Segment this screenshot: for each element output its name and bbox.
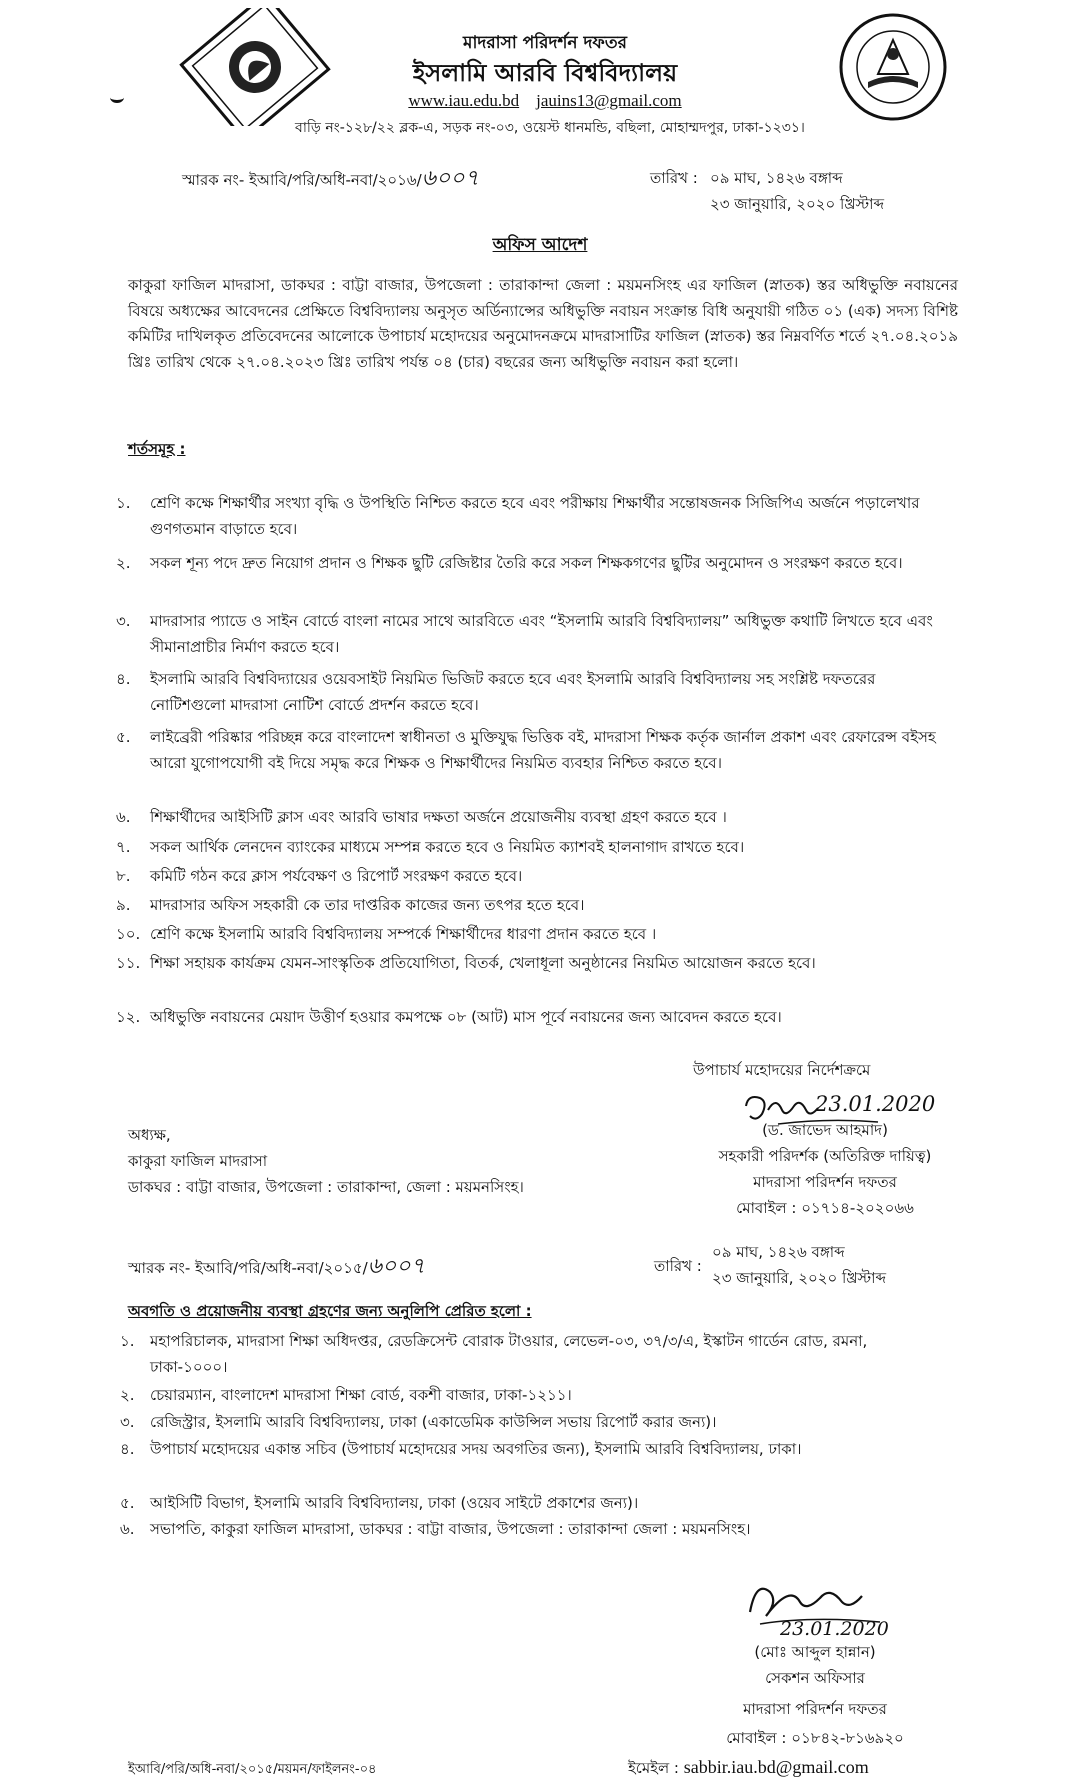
signatory-email-link[interactable]: sabbir.iau.bd@gmail.com bbox=[683, 1757, 869, 1777]
contact-line bbox=[300, 91, 790, 111]
signatory-1-name: (ড. জাভেদ আহমাদ) bbox=[762, 1121, 888, 1139]
signatory-1-mobile: মোবাইল : ০১৭১৪-২০২০৬৬ bbox=[736, 1199, 914, 1217]
signatory-2-name: (মোঃ আব্দুল হান্নান) bbox=[754, 1643, 876, 1661]
signatory-2-email-line bbox=[628, 1755, 869, 1781]
signatory-1-designation: সহকারী পরিদর্শক (অতিরিক্ত দায়িত্ব) bbox=[718, 1147, 932, 1165]
signatory-1-office: মাদরাসা পরিদর্শন দফতর bbox=[753, 1173, 897, 1191]
memo2-ref-handwritten: ৬০০৭ bbox=[367, 1254, 425, 1279]
condition-item: ৬. শিক্ষার্থীদের আইসিটি ক্লাস এবং আরবি ভাষার দক্ষতা অর্জনে প্রয়োজনীয় ব্যবস্থা গ্রহণ করতে হবে । bbox=[116, 808, 727, 826]
address-line: বাড়ি নং-১২৮/২২ ব্লক-এ, সড়ক নং-০৩, ওয়েস্ট ধানমন্ডি, বছিলা, মোহাম্মদপুর, ঢাকা-১২৩১। bbox=[295, 120, 805, 136]
signature-1-date: 23.01.2020 bbox=[815, 1092, 936, 1116]
memo-ref-line bbox=[182, 166, 479, 193]
condition-item: ৮. কমিটি গঠন করে ক্লাস পর্যবেক্ষণ ও রিপোর্ট সংরক্ষণ করতে হবে। bbox=[116, 867, 523, 885]
condition-item: ৪. ইসলামি আরবি বিশ্ববিদ্যায়ের ওয়েবসাইট নিয়মিত ভিজিট করতে হবে এবং ইসলামি আরবি বিশ্ববিদ্যালয় সহ সংশ্লিষ্ট দফতরের নোটিশগুলো মাদরাসা নোটিশ বোর্ডে প্রদর্শন করতে হবে। bbox=[116, 670, 876, 714]
memo2-ref-label: স্মারক নং- ইআবি/পরি/অধি-নবা/২০১৫/ bbox=[128, 1259, 368, 1277]
condition-item: ১. শ্রেণি কক্ষে শিক্ষার্থীর সংখ্যা বৃদ্ধি ও উপস্থিতি নিশ্চিত করতে হবে এবং পরীক্ষায় শিক্ষার্থীর সন্তোষজনক সিজিপিএ অর্জনে পড়ালেখার গুণগতমান বাড়াতে হবে। bbox=[116, 494, 920, 538]
condition-item: ১০. শ্রেণি কক্ষে ইসলামি আরবি বিশ্ববিদ্যালয় সম্পর্কে শিক্ষার্থীদের ধারণা প্রদান করতে হবে । bbox=[116, 925, 657, 943]
website-link[interactable]: www.iau.edu.bd bbox=[408, 91, 520, 110]
decorative-mark bbox=[110, 92, 124, 103]
signatory-2-office: মাদরাসা পরিদর্শন দফতর bbox=[743, 1700, 887, 1718]
recipient-institution: কাকুরা ফাজিল মাদরাসা bbox=[128, 1152, 268, 1170]
copy-item: ১. মহাপরিচালক, মাদরাসা শিক্ষা অধিদপ্তর, রেডক্রিসেন্ট বোরাক টাওয়ার, লেভেল-০৩, ৩৭/৩/এ, ইস্কাটন গার্ডেন রোড, রমনা, ঢাকা-১০০০। bbox=[120, 1332, 868, 1376]
memo2-date-bangla: ০৯ মাঘ, ১৪২৬ বঙ্গাব্দ bbox=[712, 1243, 845, 1261]
memo2-date-label: তারিখ : bbox=[654, 1257, 702, 1275]
condition-item: ৫. লাইব্রেরী পরিষ্কার পরিচ্ছন্ন করে বাংলাদেশ স্বাধীনতা ও মুক্তিযুদ্ধ ভিত্তিক বই, মাদরাসা শিক্ষক কর্তৃক জার্নাল প্রকাশ এবং রেফারেন্স বইসহ আরো যুগোপযোগী বই দিয়ে সমৃদ্ধ করে শিক্ষক ও শিক্ষার্থীদের নিয়মিত ব্যবহার নিশ্চিত করতে হবে। bbox=[116, 728, 936, 772]
signature-2-date: 23.01.2020 bbox=[780, 1618, 889, 1640]
signatory-2-designation: সেকশন অফিসার bbox=[765, 1669, 865, 1687]
memo2-ref-line bbox=[128, 1254, 425, 1281]
email-label: ইমেইল : bbox=[628, 1759, 679, 1777]
memo-date-english: ২৩ জানুয়ারি, ২০২০ খ্রিস্টাব্দ bbox=[710, 195, 884, 213]
memo-date-bangla: ০৯ মাঘ, ১৪২৬ বঙ্গাব্দ bbox=[710, 169, 843, 187]
memo-date-label: তারিখ : bbox=[650, 169, 698, 187]
condition-item: ২. সকল শূন্য পদে দ্রুত নিয়োগ প্রদান ও শিক্ষক ছুটি রেজিষ্টার তৈরি করে সকল শিক্ষকগণের ছুটির অনুমোদন ও সংরক্ষণ করতে হবে। bbox=[116, 554, 903, 572]
copy-item: ৫. আইসিটি বিভাগ, ইসলামি আরবি বিশ্ববিদ্যালয়, ঢাকা (ওয়েব সাইটে প্রকাশের জন্য)। bbox=[120, 1494, 639, 1512]
education-emblem-icon bbox=[838, 12, 948, 122]
condition-item: ১১. শিক্ষা সহায়ক কার্যক্রম যেমন-সাংস্কৃতিক প্রতিযোগিতা, বিতর্ক, খেলাধূলা অনুষ্ঠানের নিয়মিত আয়োজন করতে হবে। bbox=[116, 954, 816, 972]
footer-file-no: ইআবি/পরি/অধি-নবা/২০১৫/ময়মন/ফাইলনং-০৪ bbox=[128, 1762, 377, 1777]
copy-item: ২. চেয়ারম্যান, বাংলাদেশ মাদরাসা শিক্ষা বোর্ড, বকশী বাজার, ঢাকা-১২১১। bbox=[120, 1386, 572, 1404]
office-name: মাদরাসা পরিদর্শন দফতর bbox=[463, 33, 627, 53]
order-line: উপাচার্য মহোদয়ের নির্দেশক্রমে bbox=[693, 1061, 871, 1079]
recipient-title: অধ্যক্ষ, bbox=[128, 1126, 171, 1144]
memo2-date-english: ২৩ জানুয়ারি, ২০২০ খ্রিস্টাব্দ bbox=[712, 1269, 886, 1287]
copy-item: ৬. সভাপতি, কাকুরা ফাজিল মাদরাসা, ডাকঘর : বাট্টা বাজার, উপজেলা : তারাকান্দা জেলা : ময়মনসিংহ। bbox=[120, 1520, 751, 1538]
condition-item: ৭. সকল আর্থিক লেনদেন ব্যাংকের মাধ্যমে সম্পন্ন করতে হবে ও নিয়মিত ক্যাশবই হালনাগাদ রাখতে হবে। bbox=[116, 838, 745, 856]
copy-heading: অবগতি ও প্রয়োজনীয় ব্যবস্থা গ্রহণের জন্য অনুলিপি প্রেরিত হলো : bbox=[128, 1302, 532, 1320]
signatory-2-mobile: মোবাইল : ০১৮৪২-৮১৬৯২০ bbox=[726, 1729, 904, 1747]
condition-item: ৯. মাদরাসার অফিস সহকারী কে তার দাপ্তরিক কাজের জন্য তৎপর হতে হবে। bbox=[116, 896, 585, 914]
copy-item: ৩. রেজিস্ট্রার, ইসলামি আরবি বিশ্ববিদ্যালয়, ঢাকা (একাডেমিক কাউন্সিল সভায় রিপোর্ট করার জন্য)। bbox=[120, 1413, 717, 1431]
page-title: অফিস আদেশ bbox=[492, 235, 588, 255]
copy-item: ৪. উপাচার্য মহোদয়ের একান্ত সচিব (উপাচার্য মহোদয়ের সদয় অবগতির জন্য), ইসলামি আরবি বিশ্ববিদ্যালয়, ঢাকা। bbox=[120, 1440, 802, 1458]
memo-ref-handwritten: ৬০০৭ bbox=[421, 166, 479, 191]
body-paragraph: কাকুরা ফাজিল মাদরাসা, ডাকঘর : বাট্টা বাজার, উপজেলা : তারাকান্দা জেলা : ময়মনসিংহ এর ফাজিল (স্নাতক) স্তর অধিভুক্তি নবায়নের বিষয়ে অধ্যক্ষের আবেদনের প্রেক্ষিতে বিশ্ববিদ্যালয় অনুসৃত অর্ডিন্যান্সের অধিভুক্তি নবায়ন সংক্রান্ত বিধি অনুযায়ী গঠিত ০১ (এক) সদস্য বিশিষ্ট কমিটির দাখিলকৃত প্রতিবেদনের আলোকে উপাচার্য মহোদয়ের অনুমোদনক্রমে মাদরাসাটির ফাজিল (স্নাতক) স্তর নিম্নবর্ণিত শর্তে ২৭.০৪.২০১৯ খ্রিঃ তারিখ থেকে ২৭.০৪.২০২৩ খ্রিঃ তারিখ পর্যন্ত ০৪ (চার) বছরের জন্য অধিভুক্তি নবায়ন করা হলো। bbox=[128, 276, 958, 371]
header-email-link[interactable]: jauins13@gmail.com bbox=[536, 91, 682, 110]
recipient-address: ডাকঘর : বাট্টা বাজার, উপজেলা : তারাকান্দা, জেলা : ময়মনসিংহ। bbox=[128, 1178, 524, 1196]
university-name: ইসলামি আরবি বিশ্ববিদ্যালয় bbox=[412, 59, 678, 87]
condition-item: ১২. অধিভুক্তি নবায়নের মেয়াদ উত্তীর্ণ হওয়ার কমপক্ষে ০৮ (আট) মাস পূর্বে নবায়নের জন্য আবেদন করতে হবে। bbox=[116, 1008, 782, 1026]
right-logo bbox=[838, 12, 948, 122]
memo-ref-label: স্মারক নং- ইআবি/পরি/অধি-নবা/২০১৬/ bbox=[182, 171, 422, 189]
condition-item: ৩. মাদরাসার প্যাডে ও সাইন বোর্ডে বাংলা নামের সাথে আরবিতে এবং “ইসলামি আরবি বিশ্ববিদ্যালয়” অধিভুক্ত কথাটি লিখতে হবে এবং সীমানাপ্রাচীর নির্মাণ করতে হবে। bbox=[116, 612, 933, 656]
conditions-heading: শর্তসমূহ : bbox=[128, 440, 186, 458]
